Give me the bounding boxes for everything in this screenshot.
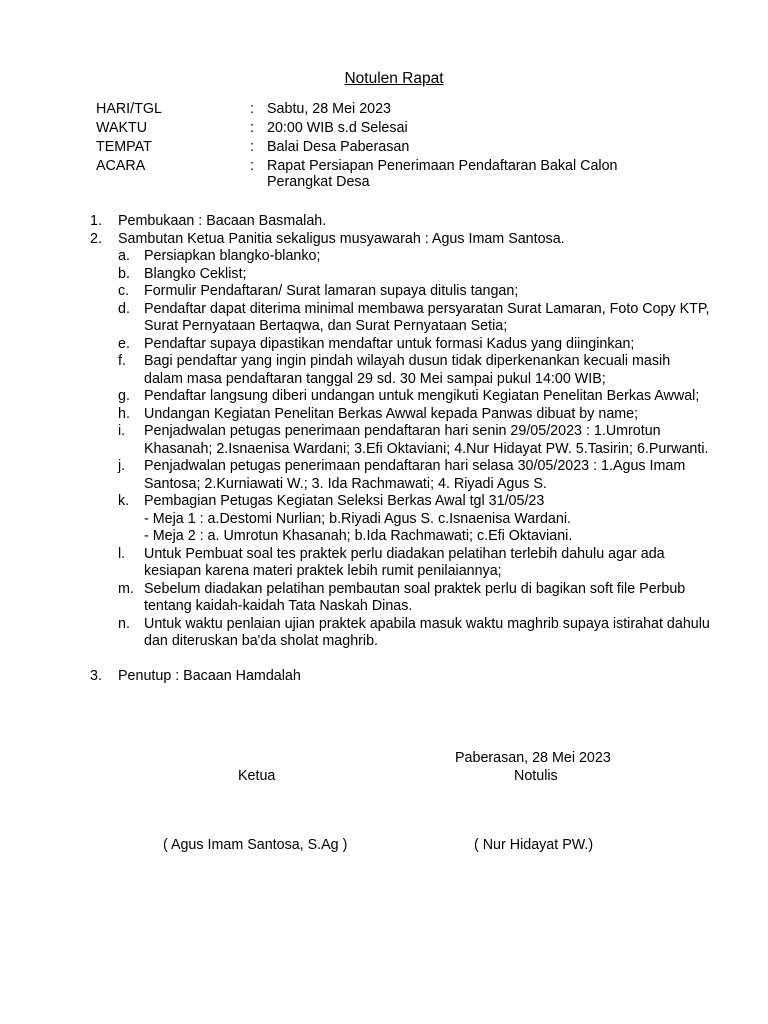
sub-letter: h.	[118, 405, 130, 422]
list-item	[90, 231, 710, 249]
document-title: Notulen Rapat	[344, 70, 444, 87]
sub-item	[90, 423, 710, 458]
info-value: 20:00 WIB s.d Selesai	[267, 120, 408, 136]
sub-text: Pendaftar dapat diterima minimal membawa persyaratan Surat Lamaran, Foto Copy KTP, Surat Pernyataan Bertaqwa, dan Surat Pernyataan Setia;	[144, 300, 710, 334]
sub-text: Untuk Pembuat soal tes praktek perlu diadakan pelatihan terlebih dahulu agar ada kesiapan karena materi praktek lebih rumit penilaiannya;	[144, 545, 665, 579]
info-row-date	[96, 100, 656, 119]
sub-item	[90, 248, 710, 266]
signature-place-date: Paberasan, 28 Mei 2023	[455, 750, 611, 766]
info-label: ACARA	[96, 158, 146, 174]
minutes-list	[90, 213, 710, 685]
signature-left-role: Ketua	[238, 768, 276, 784]
info-value: Balai Desa Paberasan	[267, 139, 410, 155]
list-item	[90, 213, 710, 231]
sub-text-line: - Meja 1 : a.Destomi Nurlian; b.Riyadi Agus S. c.Isnaenisa Wardani.	[144, 510, 571, 527]
signature-right-name: ( Nur Hidayat PW.)	[474, 837, 594, 853]
sub-item	[90, 493, 710, 546]
sub-item	[90, 458, 710, 493]
sub-letter: c.	[118, 283, 130, 299]
sub-text-line: - Meja 2 : a. Umrotun Khasanah; b.Ida Rachmawati; c.Efi Oktaviani.	[144, 528, 573, 544]
sub-letter: k.	[118, 493, 130, 509]
sub-letter: g.	[118, 388, 130, 404]
sub-text: Formulir Pendaftaran/ Surat lamaran supaya ditulis tangan;	[144, 283, 519, 299]
sub-text: Undangan Kegiatan Penelitan Berkas Awwal kepada Panwas dibuat by name;	[144, 405, 639, 422]
sub-text: Penjadwalan petugas penerimaan pendaftaran hari senin 29/05/2023 : 1.Umrotun Khasanah; 2.Isnaenisa Wardani; 3.Efi Oktaviani; 4.Nur Hidayat PW. 5.Tasirin; 6.Purwanti.	[144, 423, 709, 457]
sub-letter: i.	[118, 423, 126, 439]
sub-item	[90, 301, 710, 336]
signature-left-name: ( Agus Imam Santosa, S.Ag )	[163, 837, 348, 853]
sub-letter: m.	[118, 580, 134, 597]
sub-letter: f.	[118, 353, 126, 369]
sub-text: Penjadwalan petugas penerimaan pendaftaran hari selasa 30/05/2023 : 1.Agus Imam Santosa; 2.Kurniawati W.; 3. Ida Rachmawati; 4. Riyadi Agus S.	[144, 458, 686, 492]
info-colon: :	[250, 158, 254, 174]
sub-text: Pendaftar langsung diberi undangan untuk mengikuti Kegiatan Penelitan Berkas Awwal;	[144, 388, 700, 404]
info-colon: :	[250, 101, 254, 117]
info-row-agenda	[96, 157, 656, 190]
info-label: WAKTU	[96, 120, 148, 136]
sub-text: Sebelum diadakan pelatihan pembautan soal praktek perlu di bagikan soft file Perbub tentang kaidah-kaidah Tata Naskah Dinas.	[144, 580, 686, 614]
item-text: Penutup : Bacaan Hamdalah	[118, 667, 301, 684]
info-label: HARI/TGL	[96, 101, 162, 117]
item-text: Sambutan Ketua Panitia sekaligus musyawarah : Agus Imam Santosa.	[118, 230, 565, 247]
sub-text: Bagi pendaftar yang ingin pindah wilayah dusun tidak diperkenankan kecuali masih dalam masa pendaftaran tanggal 29 sd. 30 Mei sampai pukul 14:00 WIB;	[144, 353, 671, 387]
sub-item	[90, 546, 710, 581]
info-row-time	[96, 119, 656, 138]
sub-text: Untuk waktu penlaian ujian praktek apabila masuk waktu maghrib supaya istirahat dahulu dan diteruskan ba'da sholat maghrib.	[144, 615, 710, 649]
sub-text: Pembagian Petugas Kegiatan Seleksi Berkas Awal tgl 31/05/23	[144, 493, 545, 509]
item-number: 1.	[90, 213, 102, 229]
sub-letter: b.	[118, 265, 130, 282]
info-value: Sabtu, 28 Mei 2023	[267, 101, 391, 117]
item-text: Pembukaan : Bacaan Basmalah.	[118, 213, 327, 229]
sub-item	[90, 353, 710, 388]
sub-item	[90, 283, 710, 301]
meeting-info	[96, 100, 656, 190]
signature-right-role: Notulis	[514, 768, 558, 784]
sub-item	[90, 581, 710, 616]
sub-letter: l.	[118, 545, 126, 562]
sub-item	[90, 388, 710, 406]
item-number: 2.	[90, 230, 102, 247]
sub-item	[90, 266, 710, 284]
sub-item	[90, 336, 710, 354]
sub-letter: n.	[118, 615, 130, 632]
sub-letter: j.	[118, 458, 126, 474]
spacer	[90, 651, 710, 668]
sub-letter: e.	[118, 335, 130, 352]
info-colon: :	[250, 120, 254, 136]
info-value: Rapat Persiapan Penerimaan Pendaftaran Bakal Calon Perangkat Desa	[267, 158, 618, 190]
sub-text: Persiapkan blangko-blanko;	[144, 248, 321, 264]
item-number: 3.	[90, 667, 102, 684]
info-label: TEMPAT	[96, 139, 152, 155]
sub-text: Blangko Ceklist;	[144, 265, 247, 282]
sub-text: Pendaftar supaya dipastikan mendaftar untuk formasi Kadus yang diinginkan;	[144, 335, 635, 352]
list-item	[90, 668, 710, 686]
sub-letter: a.	[118, 248, 130, 264]
info-colon: :	[250, 139, 254, 155]
sub-item	[90, 616, 710, 651]
sub-item	[90, 406, 710, 424]
sub-letter: d.	[118, 300, 130, 317]
info-row-place	[96, 138, 656, 157]
